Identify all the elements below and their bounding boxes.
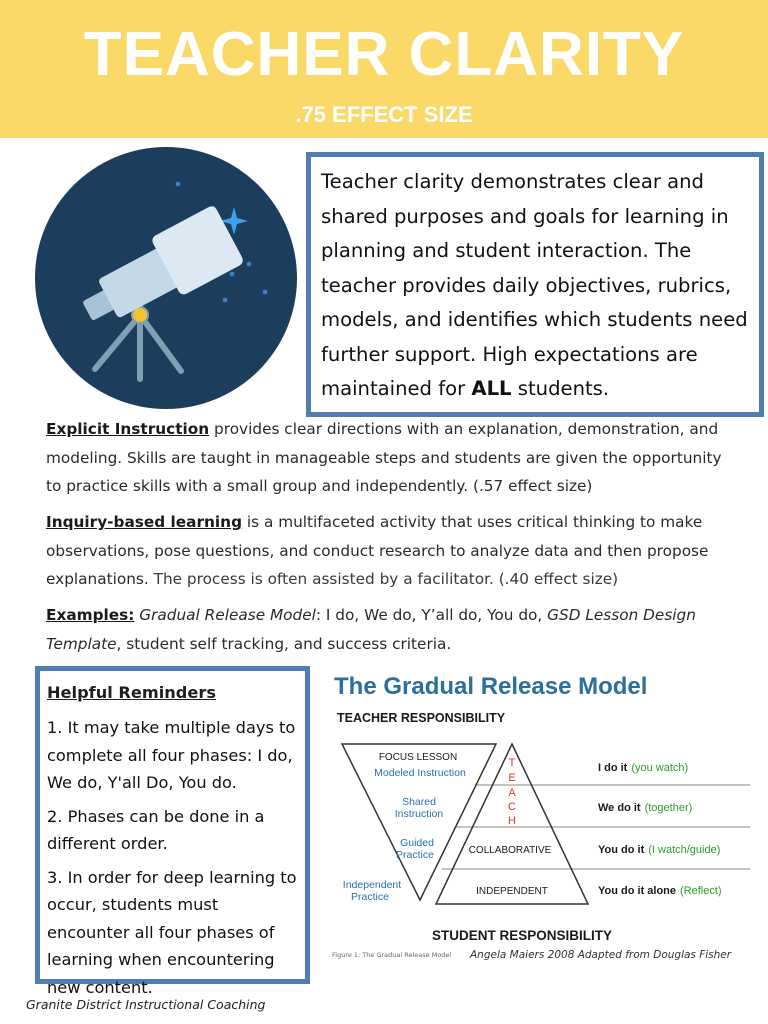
guided-label: Guided <box>400 837 434 849</box>
star-dot <box>230 272 235 277</box>
examples-template-name: GSD Lesson Design Template <box>46 606 696 653</box>
teach-letter: C <box>508 801 516 813</box>
row-we-do-it <box>598 802 692 814</box>
definition-box <box>306 152 764 417</box>
row-note: (together) <box>644 802 693 814</box>
row-label: You do it alone <box>598 885 677 897</box>
inquiry-text: is a multifaceted activity that uses critical thinking to make observations, pose questions, and conduct research to analyze data and then propose explanations. <box>46 513 709 588</box>
instruction-label: Instruction <box>394 808 444 820</box>
definition-emphasis: ALL <box>471 377 512 400</box>
explicit-instruction-paragraph <box>46 415 736 501</box>
row-note: (Reflect) <box>680 885 722 897</box>
definition-text-main: Teacher clarity demonstrates clear and shared purposes and goals for learning in planning and student interaction. The teacher provides daily objectives, rubrics, models, and identifies which students need further support. High expectations are maintained for <box>321 170 748 400</box>
inquiry-paragraph <box>46 508 736 594</box>
inquiry-term: Inquiry-based learning <box>46 513 243 531</box>
explicit-instruction-term: Explicit Instruction <box>46 420 210 438</box>
modeled-instruction-label: Modeled Instruction <box>374 767 466 779</box>
examples-term: Examples: <box>46 606 135 624</box>
footer-credit: Granite District Instructional Coaching <box>26 997 266 1012</box>
star-dot <box>263 290 268 295</box>
examples-paragraph <box>46 601 736 658</box>
independent-practice-label-2: Practice <box>351 891 389 903</box>
definition-text <box>321 165 751 407</box>
attribution-text: Angela Maiers 2008 Adapted from Douglas Fisher <box>470 949 732 961</box>
row-label: We do it <box>598 802 641 814</box>
figure-caption: Figure 1: The Gradual Release Model <box>332 951 452 959</box>
row-note: (you watch) <box>631 762 689 774</box>
row-i-do-it <box>598 762 688 774</box>
definition-text-end: students. <box>511 377 610 400</box>
reminder-item: 3. In order for deep learning to occur, students must encounter all four phases of learning when encountering new content. <box>47 867 297 997</box>
collaborative-label: COLLABORATIVE <box>468 845 552 856</box>
shared-label: Shared <box>402 796 436 808</box>
gradual-release-diagram <box>332 668 752 968</box>
reminder-item: 1. It may take multiple days to complete all four phases: I do, We do, Y'all Do, You do. <box>47 718 296 792</box>
teach-letter: A <box>508 787 516 799</box>
reminder-item: 2. Phases can be done in a different order. <box>47 806 265 853</box>
examples-rest: , student self tracking, and success criteria. <box>116 634 452 653</box>
reminders-title: Helpful Reminders <box>47 683 216 702</box>
star-dot <box>176 182 181 187</box>
title-banner <box>0 0 768 138</box>
explicit-instruction-text: provides clear directions with an explanation, demonstration, and modeling. Skills are taught in manageable steps and students are given the opportunity to practice skills with a small group and independently. (.57 effect size) <box>46 420 722 495</box>
examples-model-steps: : I do, We do, Y’all do, You do, <box>315 606 548 624</box>
gradual-release-graphic <box>332 668 752 928</box>
diagram-title: The Gradual Release Model <box>334 673 648 700</box>
teach-letter: T <box>508 757 516 769</box>
focus-lesson-label: FOCUS LESSON <box>378 752 458 763</box>
row-label: I do it <box>598 762 628 774</box>
row-note: (I watch/guide) <box>648 844 721 856</box>
student-responsibility-label: STUDENT RESPONSIBILITY <box>432 928 613 943</box>
inquiry-text-facilitator: The process is often assisted by a facilitator. (.40 effect size) <box>148 570 619 588</box>
effect-size-subtitle: .75 EFFECT SIZE <box>295 102 473 127</box>
teacher-responsibility-label: TEACHER RESPONSIBILITY <box>337 711 506 725</box>
teach-letter: H <box>508 815 516 827</box>
telescope-icon <box>35 147 297 409</box>
practice-label: Practice <box>396 849 434 861</box>
page-title: TEACHER CLARITY <box>83 20 685 89</box>
star-dot <box>247 262 252 267</box>
row-you-do-it <box>598 844 720 856</box>
row-label: You do it <box>598 844 645 856</box>
teach-letter: E <box>508 772 516 784</box>
star-dot <box>223 298 228 303</box>
helpful-reminders-box <box>35 666 310 997</box>
examples-model-name: Gradual Release Model <box>139 606 316 624</box>
independent-label: INDEPENDENT <box>476 886 548 897</box>
independent-practice-label: Independent <box>342 879 402 891</box>
row-you-do-it-alone <box>598 885 722 897</box>
